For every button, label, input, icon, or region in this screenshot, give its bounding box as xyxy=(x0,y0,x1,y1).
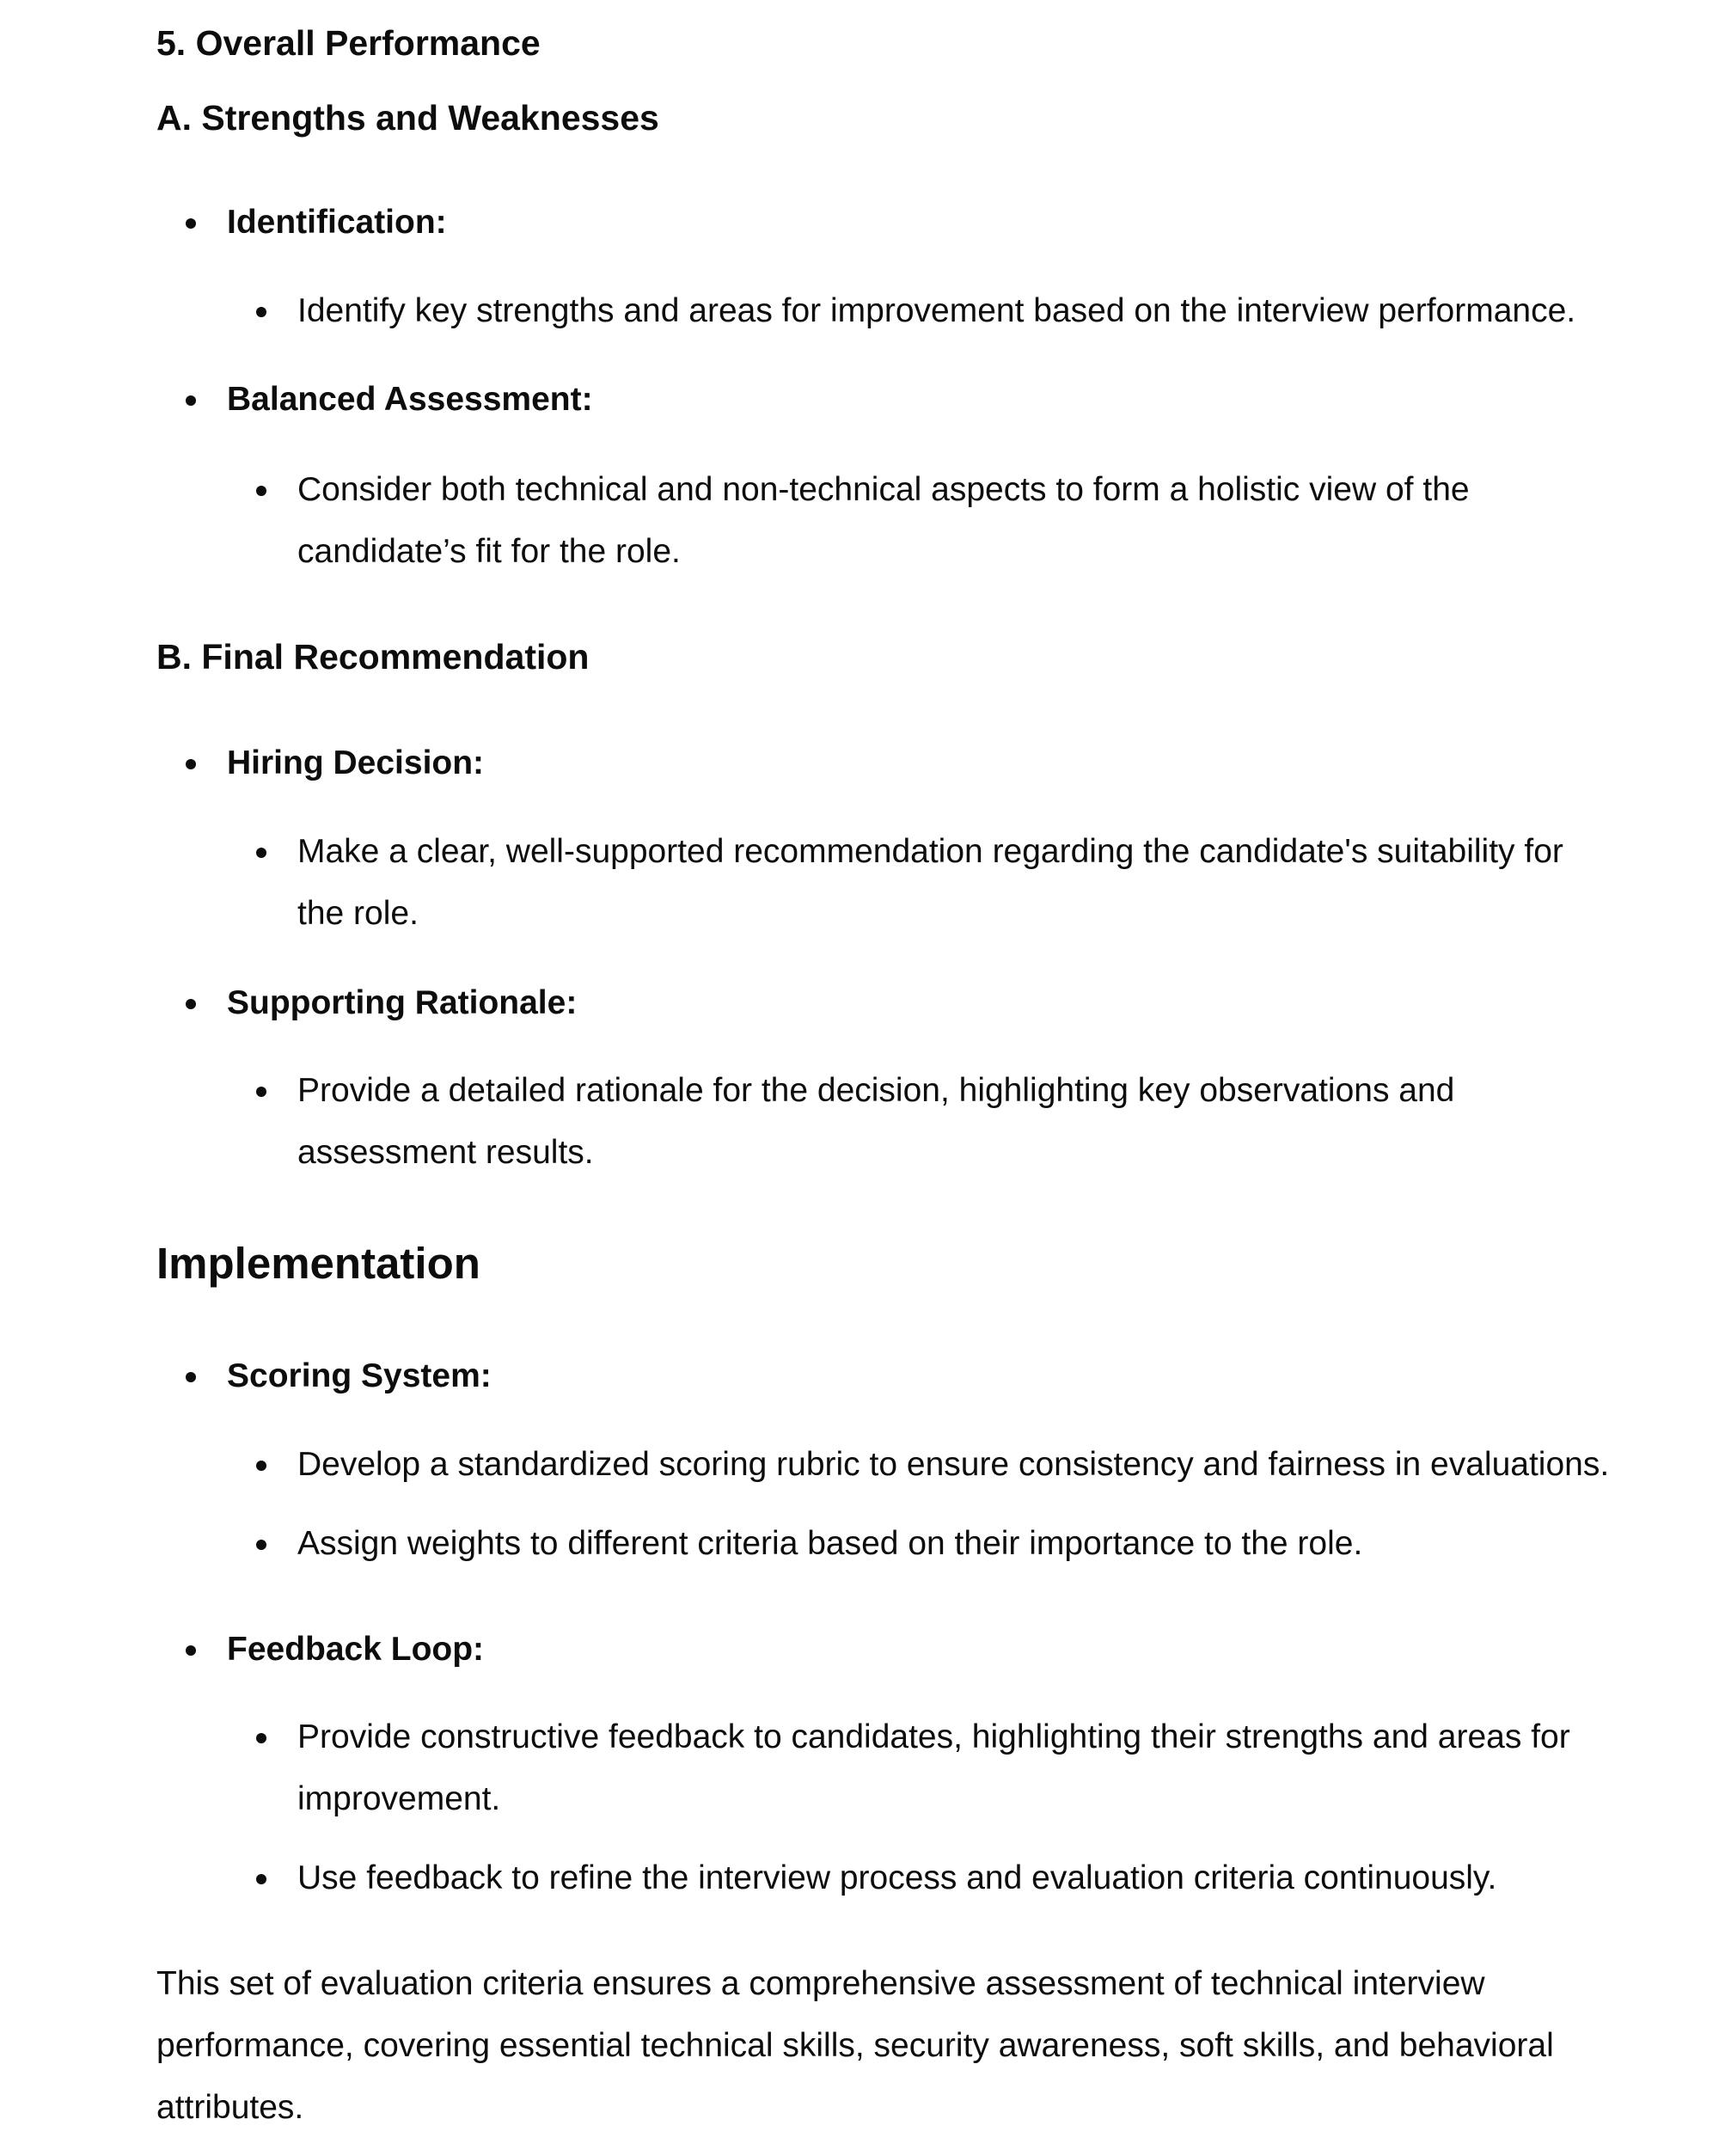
bullet-icon xyxy=(256,1733,266,1743)
list-item-detail-continuation: assessment results. xyxy=(297,1134,594,1171)
conclusion-line: attributes. xyxy=(156,2089,304,2126)
list-item-label: Identification: xyxy=(227,204,447,241)
list-item-detail xyxy=(297,280,1575,342)
conclusion-line: performance, covering essential technical skills, security awareness, soft skills, and behavioral xyxy=(156,2027,1554,2064)
list-item-text: Provide constructive feedback to candidates, highlighting their strengths and areas for xyxy=(297,1718,1570,1755)
list-item-label: Balanced Assessment: xyxy=(227,381,593,418)
list-item-label: Scoring System: xyxy=(227,1357,492,1394)
list-item-detail xyxy=(297,1847,1496,1909)
bullet-icon xyxy=(256,1874,266,1884)
list-item-label: Hiring Decision: xyxy=(227,744,485,781)
subsection-b-heading: B. Final Recommendation xyxy=(156,637,590,677)
list-item-text: Consider both technical and non-technical aspects to form a holistic view of the xyxy=(297,471,1470,508)
bullet-icon xyxy=(256,848,266,858)
bullet-icon xyxy=(256,1087,266,1097)
bullet-icon xyxy=(186,1372,196,1382)
list-item-text: Assign weights to different criteria based on their importance to the role. xyxy=(297,1525,1363,1562)
list-item-detail xyxy=(297,1434,1609,1496)
list-item-detail-continuation: improvement. xyxy=(297,1780,501,1817)
bullet-icon xyxy=(186,1645,196,1656)
list-item-text: Identify key strengths and areas for improvement based on the interview performance. xyxy=(297,292,1576,329)
list-item-detail xyxy=(297,1060,1454,1122)
list-item-detail xyxy=(297,821,1563,883)
list-item-feedback-loop xyxy=(227,1619,484,1681)
list-item-label: Feedback Loop: xyxy=(227,1631,485,1668)
subsection-a-heading: A. Strengths and Weaknesses xyxy=(156,98,659,138)
bullet-icon xyxy=(186,395,196,406)
bullet-icon xyxy=(256,1461,266,1471)
list-item-text: Develop a standardized scoring rubric to ensure consistency and fairness in evaluations. xyxy=(297,1446,1610,1483)
bullet-icon xyxy=(256,1540,266,1550)
list-item-detail-continuation: candidate’s fit for the role. xyxy=(297,533,681,570)
section-5-heading: 5. Overall Performance xyxy=(156,23,541,63)
list-item-identification xyxy=(227,192,447,254)
list-item-text: Provide a detailed rationale for the decision, highlighting key observations and xyxy=(297,1072,1455,1109)
list-item-label: Supporting Rationale: xyxy=(227,984,578,1021)
conclusion-line: This set of evaluation criteria ensures a comprehensive assessment of technical interview xyxy=(156,1965,1485,2002)
list-item-hiring-decision xyxy=(227,732,484,794)
bullet-icon xyxy=(186,218,196,229)
list-item-detail xyxy=(297,1513,1362,1575)
list-item-detail xyxy=(297,459,1470,521)
bullet-icon xyxy=(186,759,196,769)
implementation-heading: Implementation xyxy=(156,1239,480,1288)
bullet-icon xyxy=(256,307,266,317)
list-item-supporting-rationale xyxy=(227,972,577,1034)
list-item-detail-continuation: the role. xyxy=(297,895,419,932)
list-item-scoring-system xyxy=(227,1345,492,1407)
list-item-detail xyxy=(297,1706,1570,1768)
list-item-text: Make a clear, well-supported recommendation regarding the candidate's suitability for xyxy=(297,833,1563,870)
bullet-icon xyxy=(256,486,266,496)
list-item-text: Use feedback to refine the interview process and evaluation criteria continuously. xyxy=(297,1859,1497,1896)
list-item-balanced-assessment xyxy=(227,369,593,431)
bullet-icon xyxy=(186,999,196,1009)
